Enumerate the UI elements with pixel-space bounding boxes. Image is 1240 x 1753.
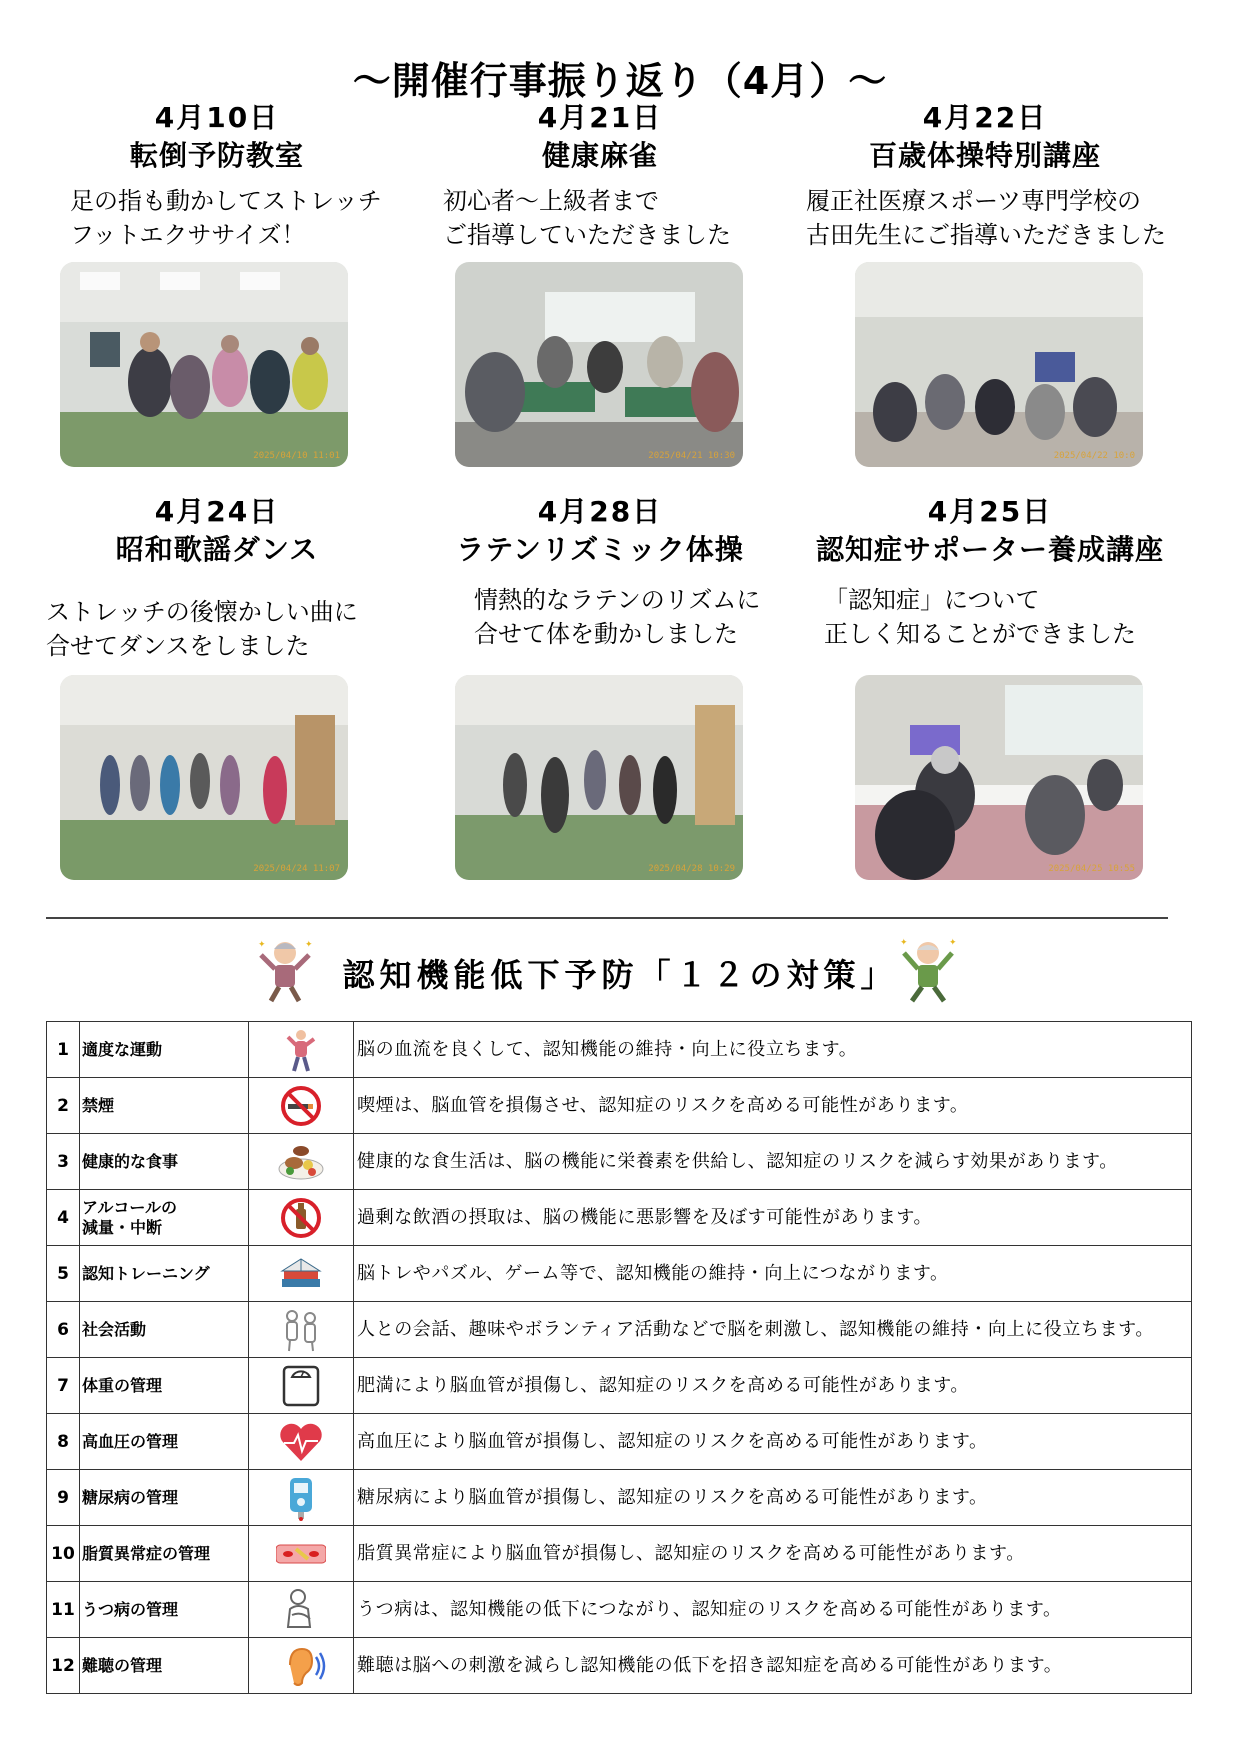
event-6	[800, 494, 1180, 570]
measure-label: 健康的な食事	[80, 1134, 249, 1190]
event-name: 認知症サポーター養成講座	[815, 533, 1164, 566]
measure-number: 9	[47, 1470, 80, 1526]
event-description: ストレッチの後懐かしい曲に 合せてダンスをしました	[46, 598, 358, 660]
measure-label: 適度な運動	[80, 1022, 249, 1078]
measure-label: 難聴の管理	[80, 1638, 249, 1694]
photo-timestamp: 2025/04/25 10:55	[1048, 864, 1135, 874]
measure-label: 高血圧の管理	[80, 1414, 249, 1470]
event-date: 4月21日	[537, 101, 663, 134]
event-date: 4月10日	[154, 101, 280, 134]
event-description: 足の指も動かしてストレッチ フットエクササイズ！	[70, 187, 382, 249]
event-date: 4月24日	[154, 495, 280, 528]
measure-number: 5	[47, 1246, 80, 1302]
elderly-man-mascot-icon	[898, 935, 958, 1005]
measure-number: 6	[47, 1302, 80, 1358]
event-photo-hyakusai-exercise	[855, 262, 1143, 467]
measure-row	[47, 1078, 1192, 1134]
svg-text:✦: ✦	[305, 940, 313, 950]
scale-icon	[276, 1375, 326, 1394]
page-title: ～開催行事振り返り（4月）～	[352, 59, 888, 103]
measure-description: 喫煙は、脳血管を損傷させ、認知症のリスクを高める可能性があります。	[354, 1078, 1192, 1134]
measure-number: 2	[47, 1078, 80, 1134]
heart-icon	[276, 1431, 326, 1450]
measure-row	[47, 1470, 1192, 1526]
measure-description: 人との会話、趣味やボランティア活動などで脳を刺激し、認知機能の維持・向上に役立ちます。	[354, 1302, 1192, 1358]
measure-number: 1	[47, 1022, 80, 1078]
measure-description: 高血圧により脳血管が損傷し、認知症のリスクを高める可能性があります。	[354, 1414, 1192, 1470]
event-photo-showa-dance	[60, 675, 348, 880]
measure-row	[47, 1022, 1192, 1078]
measure-description: 脳トレやパズル、ゲーム等で、認知機能の維持・向上につながります。	[354, 1246, 1192, 1302]
measure-row	[47, 1134, 1192, 1190]
event-photo-latin-exercise	[455, 675, 743, 880]
event-photo-mahjong	[455, 262, 743, 467]
meal-icon	[276, 1151, 326, 1170]
measure-row	[47, 1302, 1192, 1358]
event-3	[795, 100, 1175, 176]
glucose-meter-icon	[276, 1487, 326, 1506]
event-name: ラテンリズミック体操	[456, 533, 744, 566]
measures-table	[46, 1021, 1192, 1694]
photo-timestamp: 2025/04/28 10:29	[648, 864, 735, 874]
photo-timestamp: 2025/04/21 10:30	[648, 451, 735, 461]
measure-label: うつ病の管理	[80, 1582, 249, 1638]
event-photo-fall-prevention	[60, 262, 348, 467]
measure-description: 脂質異常症により脳血管が損傷し、認知症のリスクを高める可能性があります。	[354, 1526, 1192, 1582]
blood-vessel-icon	[276, 1543, 326, 1562]
ear-icon	[276, 1655, 326, 1674]
measure-description: 難聴は脳への刺激を減らし認知機能の低下を招き認知症を高める可能性があります。	[354, 1638, 1192, 1694]
measure-description: 脳の血流を良くして、認知機能の維持・向上に役立ちます。	[354, 1022, 1192, 1078]
measure-label: 体重の管理	[80, 1358, 249, 1414]
event-description: 履正社医療スポーツ専門学校の 古田先生にご指導いただきました	[806, 187, 1166, 249]
no-smoking-icon	[276, 1095, 326, 1114]
event-description: 「認知症」について 正しく知ることができました	[824, 586, 1136, 648]
event-date: 4月25日	[927, 495, 1053, 528]
event-description: 情熱的なラテンのリズムに 合せて体を動かしました	[474, 586, 761, 648]
people-icon	[276, 1319, 326, 1338]
measure-label: 脂質異常症の管理	[80, 1526, 249, 1582]
measure-description: 過剰な飲酒の摂取は、脳の機能に悪影響を及ぼす可能性があります。	[354, 1190, 1192, 1246]
exercise-icon	[276, 1039, 326, 1058]
svg-text:✦: ✦	[258, 940, 266, 950]
measure-row	[47, 1414, 1192, 1470]
measure-number: 10	[47, 1526, 80, 1582]
measure-label: アルコールの 減量・中断	[80, 1190, 249, 1246]
svg-text:✦: ✦	[949, 938, 957, 948]
event-2	[410, 100, 790, 176]
measure-number: 4	[47, 1190, 80, 1246]
measure-description: 糖尿病により脳血管が損傷し、認知症のリスクを高める可能性があります。	[354, 1470, 1192, 1526]
no-alcohol-icon	[276, 1207, 326, 1226]
event-name: 健康麻雀	[541, 139, 658, 172]
section-title: 認知機能低下予防「１２の対策」	[342, 956, 898, 994]
books-icon	[276, 1263, 326, 1282]
photo-timestamp: 2025/04/10 11:01	[253, 451, 340, 461]
measure-row	[47, 1246, 1192, 1302]
event-4	[27, 494, 407, 570]
svg-text:✦: ✦	[900, 938, 908, 948]
measure-description: 肥満により脳血管が損傷し、認知症のリスクを高める可能性があります。	[354, 1358, 1192, 1414]
measure-description: 健康的な食生活は、脳の機能に栄養素を供給し、認知症のリスクを減らす効果があります。	[354, 1134, 1192, 1190]
section-divider	[46, 917, 1168, 919]
photo-timestamp: 2025/04/22 10:0	[1053, 451, 1135, 461]
event-1	[27, 100, 407, 176]
event-description: 初心者～上級者まで ご指導していただきました	[443, 187, 731, 249]
measure-row	[47, 1582, 1192, 1638]
measure-row	[47, 1638, 1192, 1694]
event-name: 百歳体操特別講座	[868, 139, 1101, 172]
measure-number: 3	[47, 1134, 80, 1190]
measure-label: 糖尿病の管理	[80, 1470, 249, 1526]
event-date: 4月28日	[537, 495, 663, 528]
measure-number: 11	[47, 1582, 80, 1638]
event-name: 転倒予防教室	[129, 139, 304, 172]
measure-row	[47, 1526, 1192, 1582]
photo-timestamp: 2025/04/24 11:07	[253, 864, 340, 874]
measure-label: 認知トレーニング	[80, 1246, 249, 1302]
event-photo-dementia-supporter	[855, 675, 1143, 880]
measure-number: 7	[47, 1358, 80, 1414]
measure-label: 禁煙	[80, 1078, 249, 1134]
depressed-person-icon	[276, 1599, 326, 1618]
measure-number: 12	[47, 1638, 80, 1694]
measure-row	[47, 1358, 1192, 1414]
event-name: 昭和歌謡ダンス	[115, 533, 319, 566]
measure-row	[47, 1190, 1192, 1246]
measure-description: うつ病は、認知機能の低下につながり、認知症のリスクを高める可能性があります。	[354, 1582, 1192, 1638]
event-5	[410, 494, 790, 570]
measure-number: 8	[47, 1414, 80, 1470]
measure-label: 社会活動	[80, 1302, 249, 1358]
event-date: 4月22日	[922, 101, 1048, 134]
